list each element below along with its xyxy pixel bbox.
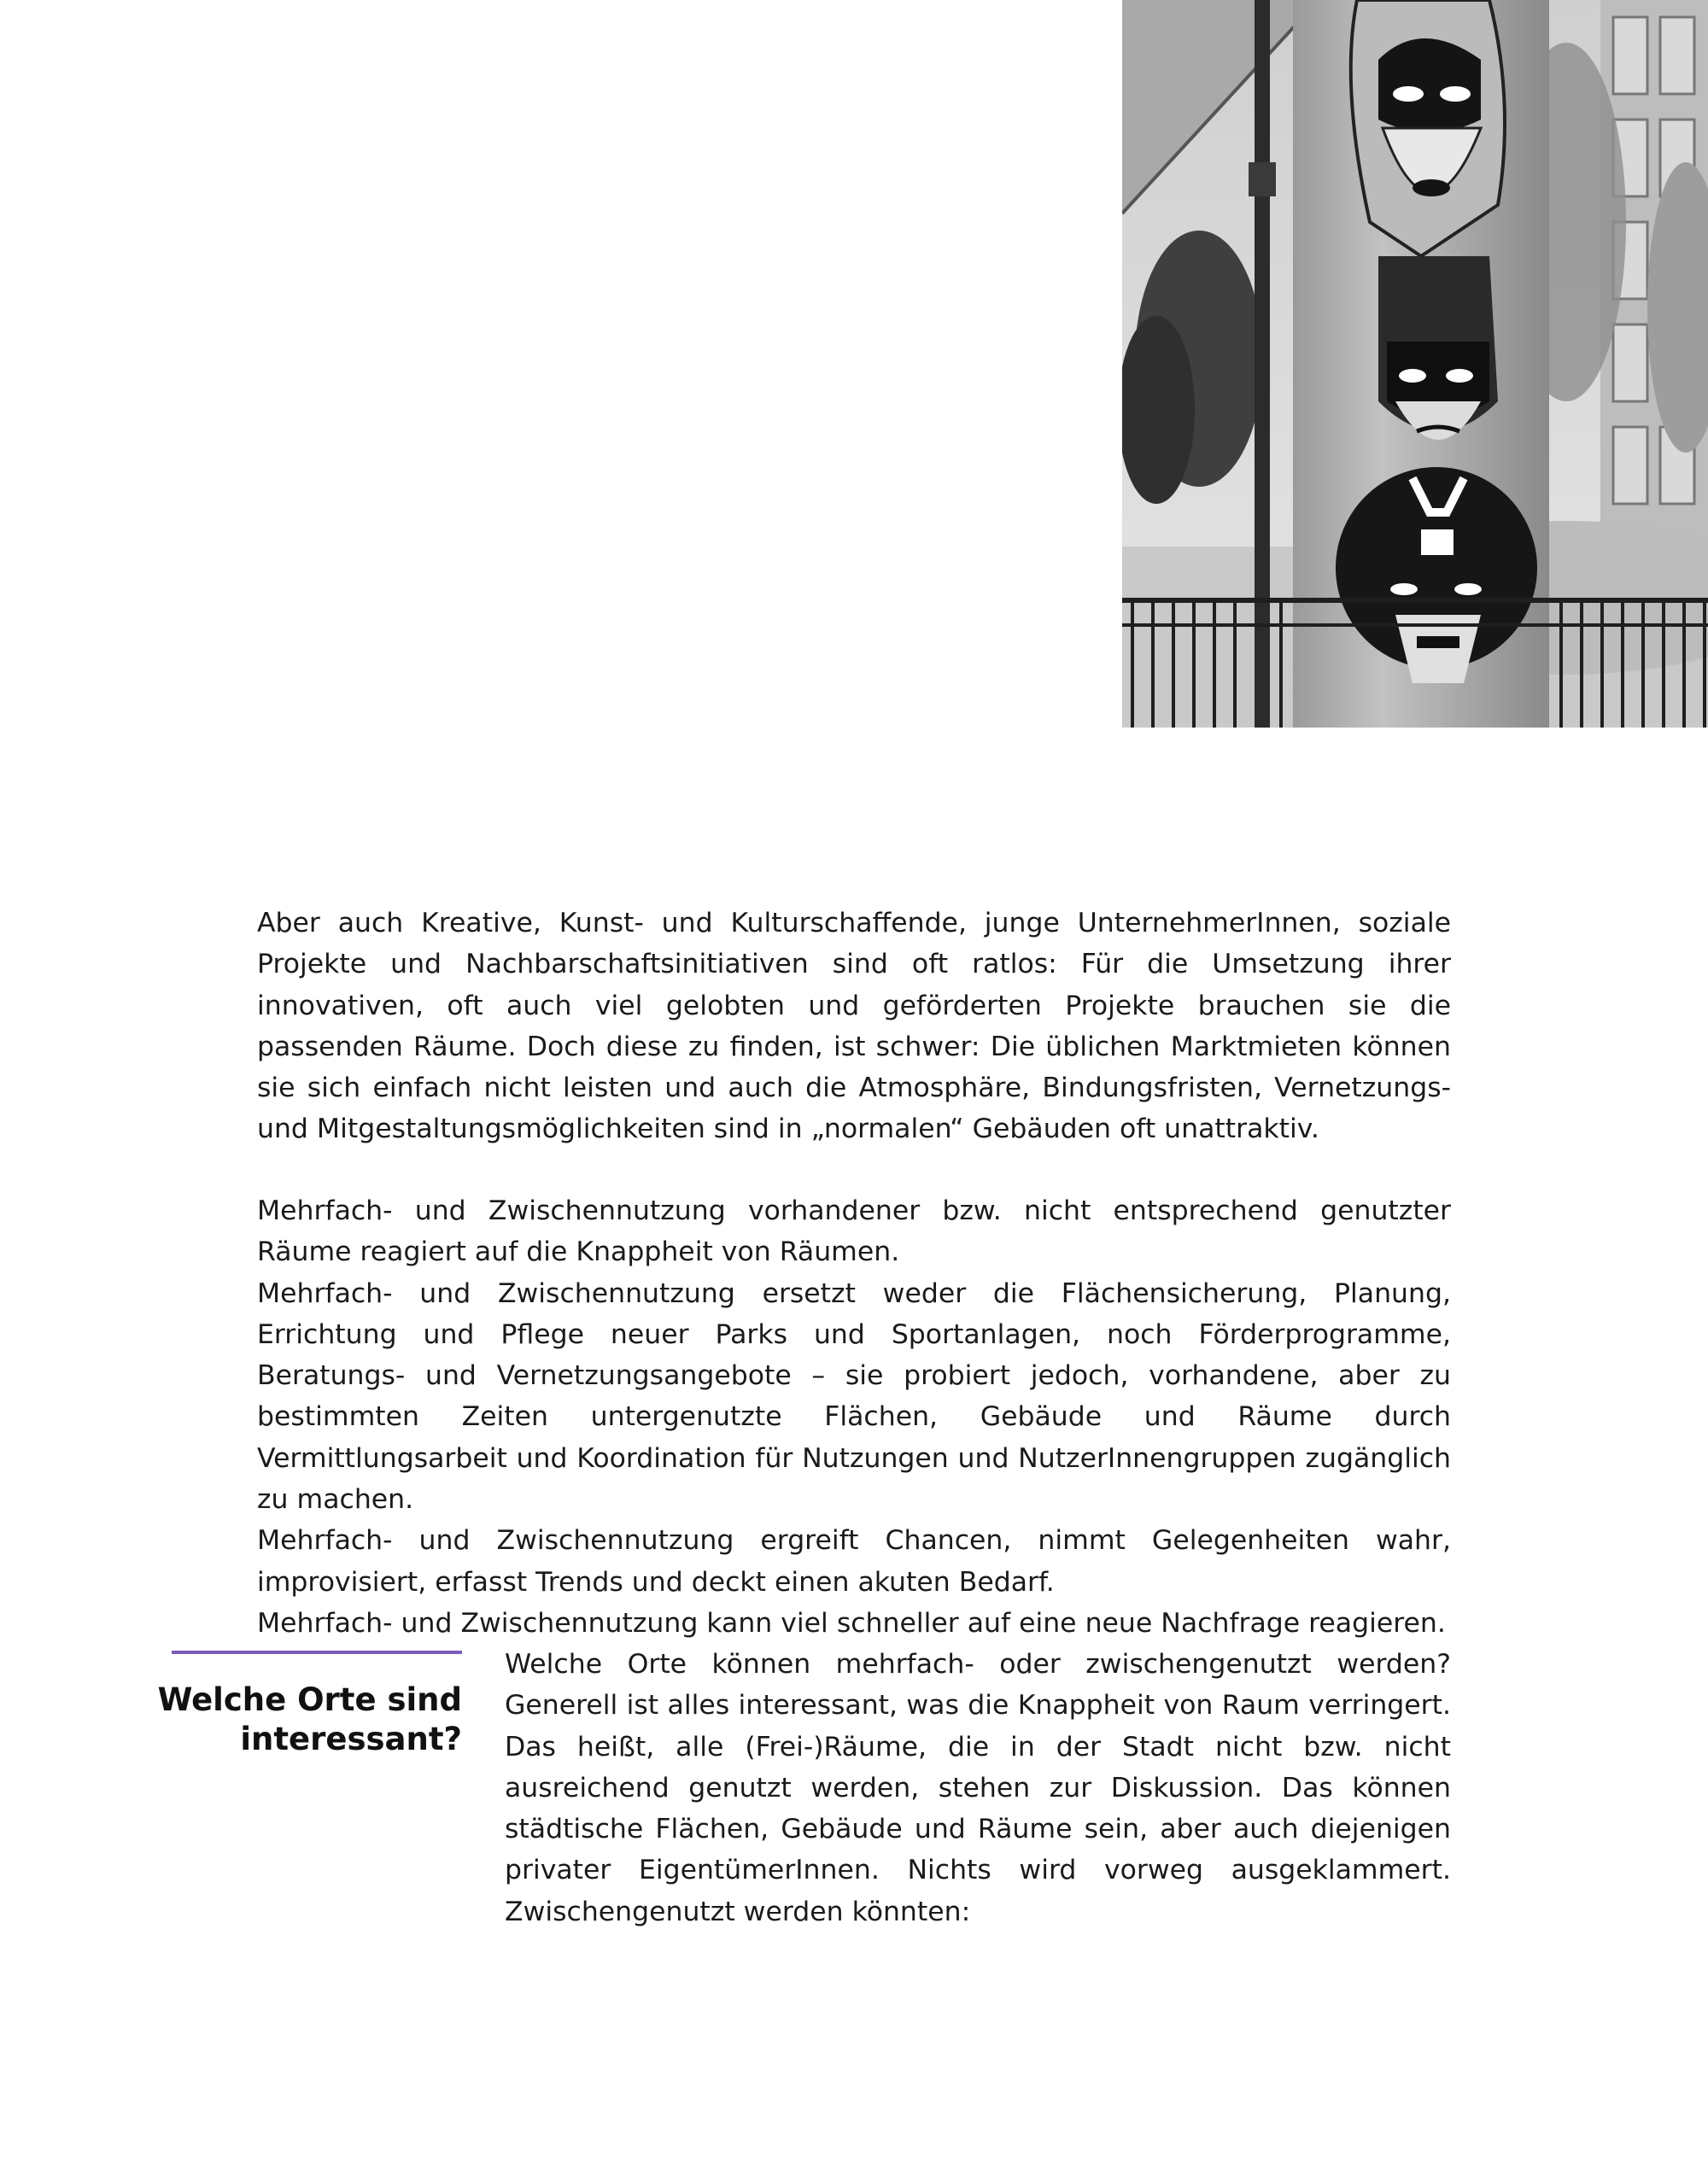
pillar-graffiti-photo (1122, 0, 1708, 728)
section-paragraph: Welche Orte können mehrfach- oder zwischengenutzt werden? Generell ist alles interessant, was die Knappheit von Raum verringert. Das heißt, alle (Frei-)Räume, die in der Stadt nicht bzw. nicht ausreichend genutzt werden, stehen zur Diskussion. Das können städtische Flächen, Gebäude und Räume sein, aber auch diejenigen privater EigentümerInnen. Nichts wird vorweg ausgeklammert. Zwischengenutzt werden könnten: (505, 1649, 1451, 1927)
mehrfach-paragraph-1: Mehrfach- und Zwischennutzung vorhandener bzw. nicht entsprechend genutzter Räume reagiert auf die Knappheit von Räumen. (257, 1195, 1451, 1268)
mehrfach-paragraph-2: Mehrfach- und Zwischennutzung ersetzt weder die Flächensicherung, Planung, Errichtung und Pflege neuer Parks und Sportanlagen, noch Förderprogramme, Beratungs- und Vernetzungsangebote – sie probiert jedoch, vorhandene, aber zu bestimmten Zeiten untergenutzte Flächen, Gebäude und Räume durch Vermittlungsarbeit und Koordination für Nutzungen und NutzerInnengruppen zugänglich zu machen. (257, 1277, 1451, 1516)
section-heading (128, 1681, 462, 1759)
section-heading-line-1: Welche Orte sind (157, 1681, 462, 1718)
section-accent-rule (172, 1651, 462, 1654)
mehrfach-paragraph-4: Mehrfach- und Zwischennutzung kann viel schneller auf eine neue Nachfrage reagieren. (257, 1607, 1446, 1639)
section-heading-line-2: interessant? (240, 1721, 462, 1757)
mehrfach-section (257, 1190, 1451, 1644)
mehrfach-paragraph-3: Mehrfach- und Zwischennutzung ergreift Chancen, nimmt Gelegenheiten wahr, improvisiert, erfasst Trends und deckt einen akuten Bedarf. (257, 1525, 1451, 1598)
photo-pillar-graffiti-faces-icon (1122, 0, 1708, 728)
intro-paragraph (257, 903, 1451, 1150)
intro-text: Aber auch Kreative, Kunst- und Kulturschaffende, junge UnternehmerInnen, soziale Projekte und Nachbarschaftsinitiativen sind oft ratlos: Für die Umsetzung ihrer innovativen, oft auch viel gelobten und geförderten Projekte brauchen sie die passenden Räume. Doch diese zu finden, ist schwer: Die üblichen Marktmieten können sie sich einfach nicht leisten und auch die Atmosphäre, Bindungsfristen, Vernetzungs- und Mitgestaltungsmöglichkeiten sind in „normalen“ Gebäuden oft unattraktiv. (257, 908, 1451, 1145)
